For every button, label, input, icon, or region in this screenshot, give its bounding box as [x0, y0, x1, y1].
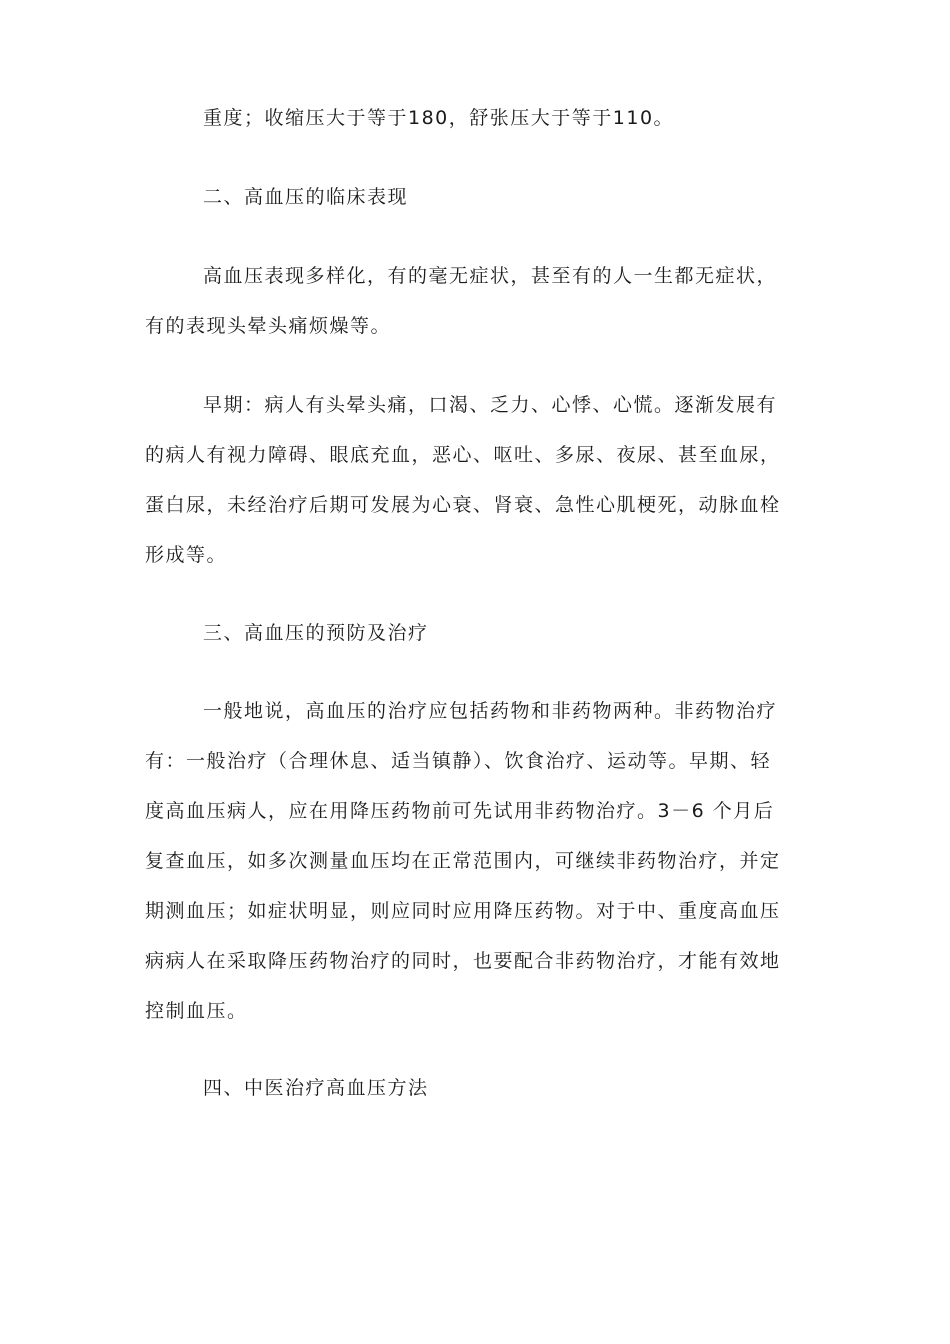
paragraph-clinical-manifestations [145, 251, 815, 351]
text-line: 高血压表现多样化，有的毫无症状，甚至有的人一生都无症状， [203, 265, 778, 287]
text-line: 病病人在采取降压药物治疗的同时，也要配合非药物治疗，才能有效地 [145, 950, 781, 972]
text-line: 复查血压，如多次测量血压均在正常范围内，可继续非药物治疗，并定 [145, 850, 781, 872]
text-line: 早期：病人有头晕头痛，口渴、乏力、心悸、心慌。逐渐发展有 [203, 394, 778, 416]
paragraph-treatment [145, 686, 815, 1036]
text-line: 度高血压病人，应在用降压药物前可先试用非药物治疗。3－6 个月后 [145, 800, 775, 822]
text-line: 控制血压。 [145, 1000, 248, 1022]
text-line: 有的表现头晕头痛烦燥等。 [145, 315, 392, 337]
text-line: 有：一般治疗（合理休息、适当镇静）、饮食治疗、运动等。早期、轻 [145, 750, 772, 772]
text-line: 形成等。 [145, 544, 228, 566]
section-heading-prevention: 三、高血压的预防及治疗 [203, 622, 429, 644]
text-line: 一般地说，高血压的治疗应包括药物和非药物两种。非药物治疗 [203, 700, 778, 722]
paragraph-severe-grade: 重度；收缩压大于等于180，舒张压大于等于110。 [203, 107, 675, 129]
text-line: 蛋白尿，未经治疗后期可发展为心衰、肾衰、急性心肌梗死，动脉血栓 [145, 494, 781, 516]
section-heading-clinical: 二、高血压的临床表现 [203, 186, 409, 208]
section-heading-tcm: 四、中医治疗高血压方法 [203, 1077, 429, 1099]
paragraph-early-symptoms [145, 380, 815, 580]
text-line: 期测血压；如症状明显，则应同时应用降压药物。对于中、重度高血压 [145, 900, 781, 922]
text-line: 的病人有视力障碍、眼底充血，恶心、呕吐、多尿、夜尿、甚至血尿， [145, 444, 781, 466]
